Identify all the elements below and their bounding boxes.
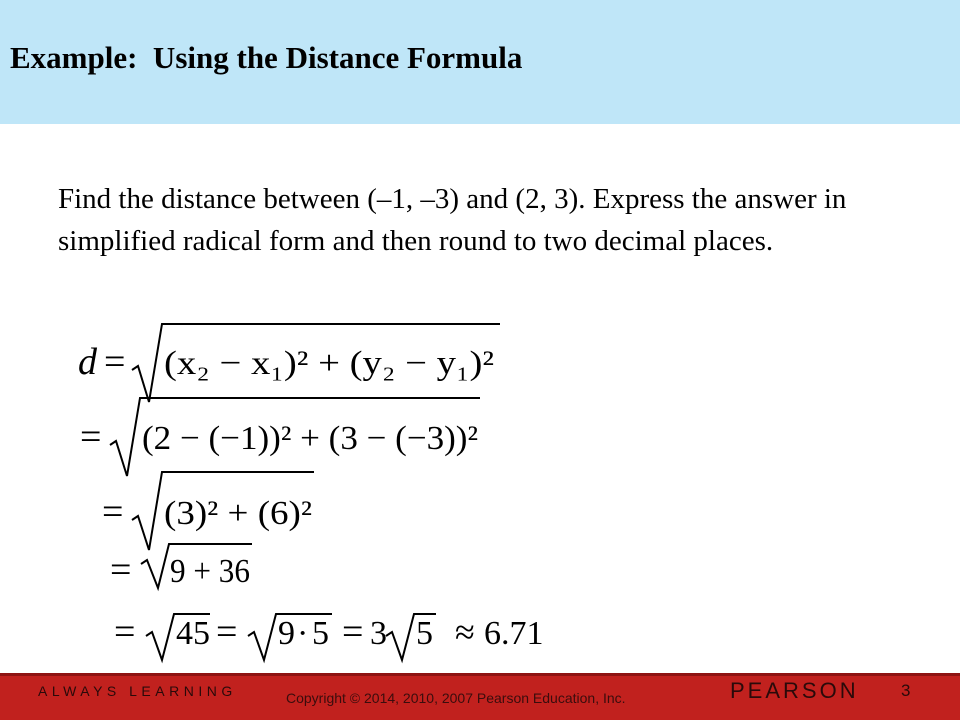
equals-sign: = bbox=[342, 611, 364, 653]
equals-sign: = bbox=[216, 611, 238, 653]
slide-title: Example: Using the Distance Formula bbox=[10, 40, 523, 75]
radicand-9: 9 bbox=[278, 615, 295, 652]
multiplication-dot: · bbox=[297, 615, 309, 652]
radicand-formula: (x₂ − x₁)² + (y₂ − y₁)² bbox=[164, 345, 494, 382]
approx-sign: ≈ bbox=[455, 612, 475, 652]
distance-symbol: d bbox=[78, 341, 97, 383]
equals-sign: = bbox=[114, 611, 136, 653]
radicand-5-simplified: 5 bbox=[416, 615, 433, 652]
coefficient-3: 3 bbox=[370, 615, 387, 652]
radicand-sum: 9 + 36 bbox=[170, 553, 250, 590]
footer-bar bbox=[0, 673, 960, 720]
pearson-logo: PEARSON bbox=[730, 678, 859, 703]
copyright-notice: Copyright © 2014, 2010, 2007 Pearson Education, Inc. bbox=[286, 690, 626, 706]
tagline: ALWAYS LEARNING bbox=[38, 683, 237, 699]
equals-sign: = bbox=[110, 549, 132, 591]
radicand-45: 45 bbox=[176, 615, 210, 652]
radicand-5: 5 bbox=[312, 615, 329, 652]
radicand-substitution: (2 − (−1))² + (3 − (−3))² bbox=[142, 420, 478, 457]
decimal-answer: 6.71 bbox=[484, 615, 544, 652]
equals-sign: = bbox=[80, 416, 102, 458]
page-number: 3 bbox=[901, 681, 911, 700]
equals-sign: = bbox=[102, 491, 124, 533]
problem-statement: Find the distance between (–1, –3) and (2, 3). Express the answer in simplified radical form and then round to two decimal places. bbox=[58, 183, 847, 257]
radicand-squares: (3)² + (6)² bbox=[164, 495, 312, 532]
equals-sign: = bbox=[104, 341, 126, 383]
